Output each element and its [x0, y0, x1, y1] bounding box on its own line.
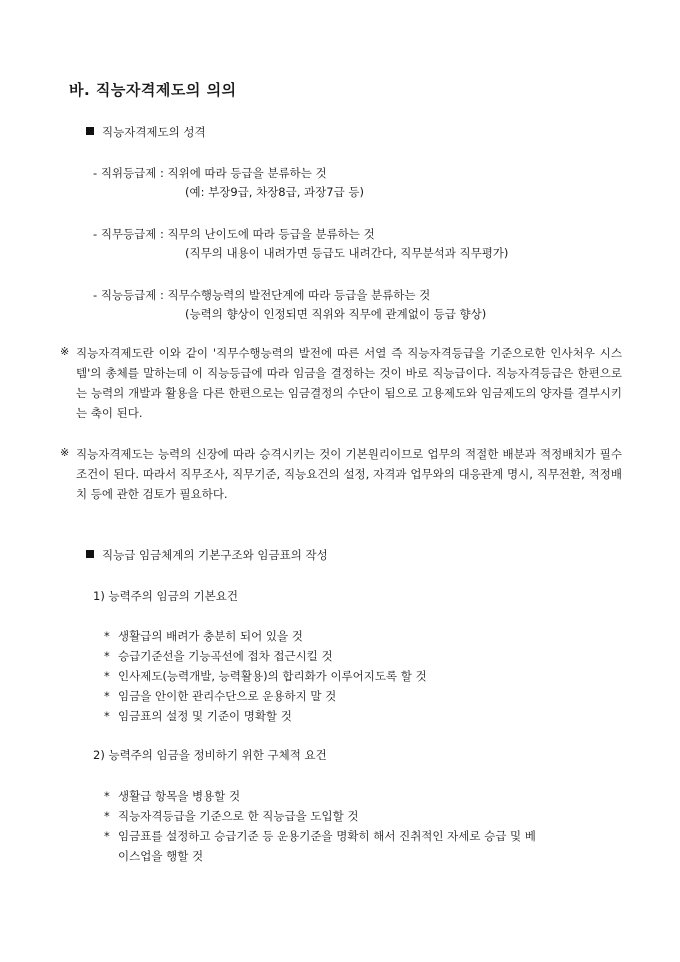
note-paragraph: 직능자격제도는 능력의 신장에 따라 승격시키는 것이 기본원리이므로 업무의 적절한 배분과 적정배치가 필수조건이 된다. 따라서 직무조사, 직무기준, 직능요건의 설정, 자격과 업무와의 대응관계 명시, 직무전환, 적정배치 등에 관한 검토가 필요하다. [76, 447, 622, 501]
grade-desc: 직무의 난이도에 따라 등급을 분류하는 것 [167, 227, 375, 241]
list-item: * 생활급 항목을 병용할 것 [104, 789, 241, 803]
asterisk-bullet-icon: * [104, 709, 110, 723]
reference-mark-icon: ※ [60, 345, 70, 358]
asterisk-bullet-icon: * [104, 669, 110, 683]
grade-note: (능력의 향상이 인정되면 직위와 직무에 관계없이 등급 향상) [185, 307, 487, 321]
asterisk-bullet-icon: * [104, 649, 110, 663]
grade-desc: 직무수행능력의 발전단계에 따라 등급을 분류하는 것 [167, 288, 431, 302]
asterisk-bullet-icon: * [104, 789, 110, 803]
square-bullet-icon [86, 550, 94, 558]
section-heading-text: 직능자격제도의 성격 [102, 125, 206, 139]
grade-item-position: - 직위등급제 : 직위에 따라 등급을 분류하는 것 [93, 166, 327, 180]
grade-name: 직위등급제 [100, 166, 157, 180]
grade-note: (예: 부장9급, 차장8급, 과장7급 등) [185, 185, 364, 199]
list-item: * 인사제도(능력개발, 능력활용)의 합리화가 이루어지도록 할 것 [104, 669, 427, 683]
grade-item-competency: - 직능등급제 : 직무수행능력의 발전단계에 따라 등급을 분류하는 것 [93, 288, 431, 302]
reference-mark-icon: ※ [60, 446, 70, 459]
grade-note: (직무의 내용이 내려가면 등급도 내려간다, 직무분석과 직무평가) [185, 246, 509, 260]
list-item: * 임금표의 설정 및 기준이 명확할 것 [104, 709, 292, 723]
subsection-title: 2) 능력주의 임금을 정비하기 위한 구체적 요건 [93, 748, 327, 762]
asterisk-bullet-icon: * [104, 809, 110, 823]
note-paragraph: 직능자격제도란 이와 같이 '직무수행능력의 발전에 따른 서열 즉 직능자격등급을 기준으로한 인사처우 시스템'의 총체를 말하는데 이 직능등급에 따라 임금을 결정하는 것이 바로 직능급이다. 직능자격등급은 한편으로는 능력의 개발과 활용을 다른 한편으로는 임금결정의 수단이 됨으로 고용제도와 임금제도의 양자를 결부시키는 축이 된다. [76, 346, 622, 420]
asterisk-bullet-icon: * [104, 829, 110, 843]
section-heading-text: 직능급 임금체계의 기본구조와 임금표의 작성 [102, 548, 328, 562]
list-item: * 직능자격등급을 기준으로 한 직능급을 도입할 것 [104, 809, 359, 823]
grade-name: 직능등급제 [100, 288, 157, 302]
list-item: * 생활급의 배려가 충분히 되어 있을 것 [104, 629, 303, 643]
subsection-title: 1) 능력주의 임금의 기본요건 [93, 589, 238, 603]
page-title: 바. 직능자격제도의 의의 [69, 81, 237, 99]
section-heading-nature [86, 124, 206, 140]
grade-name: 직무등급제 [100, 227, 157, 241]
section-heading-wage-structure [86, 547, 328, 563]
asterisk-bullet-icon: * [104, 629, 110, 643]
list-item: * 임금을 안이한 관리수단으로 운용하지 말 것 [104, 689, 337, 703]
list-item-continuation: 이스업을 행할 것 [118, 849, 204, 863]
grade-desc: 직위에 따라 등급을 분류하는 것 [167, 166, 327, 180]
list-item: * 승급기준선을 기능곡선에 접차 접근시킬 것 [104, 649, 333, 663]
list-item: * 임금표를 설정하고 승급기준 등 운용기준을 명확히 해서 진취적인 자세로 승급 및 베 [104, 829, 536, 843]
asterisk-bullet-icon: * [104, 689, 110, 703]
grade-item-job: - 직무등급제 : 직무의 난이도에 따라 등급을 분류하는 것 [93, 227, 375, 241]
square-bullet-icon [86, 127, 94, 135]
